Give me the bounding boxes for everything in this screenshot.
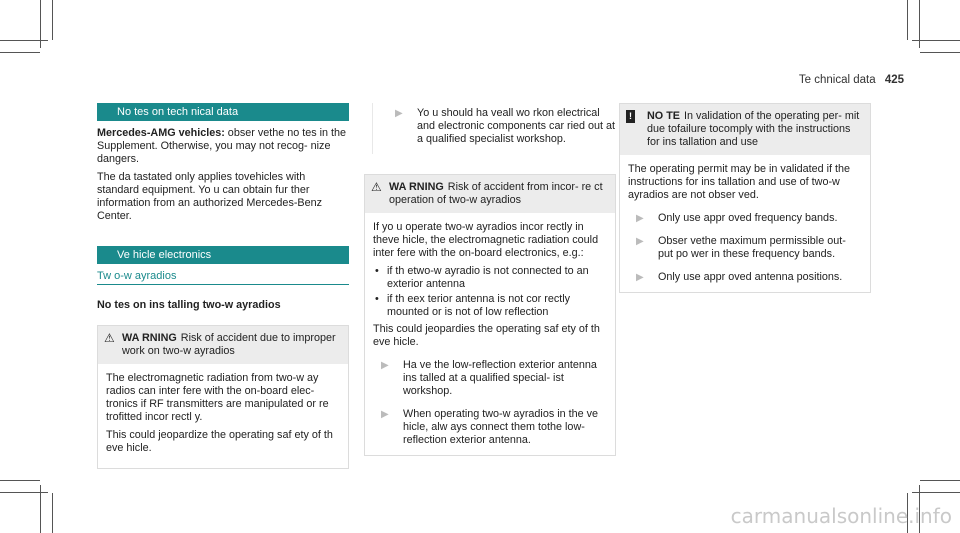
note-title: In validation of the operating per‐ mit due tofailure tocomply with the instructions for ins tallation and use	[647, 110, 860, 148]
paragraph: The da tastated only applies tovehicles with standard equipment. Yo u can obtain fur ther information from an authorized Mercedes-Benz Center.	[97, 171, 323, 222]
warning-box	[364, 174, 616, 456]
step-arrow-icon: ▶	[381, 409, 389, 420]
warning-triangle-icon: ⚠	[371, 180, 382, 194]
list-item: • if th etwo-w ayradio is not connected to an exterior antenna	[387, 265, 607, 291]
bold-lead: Mercedes-AMG vehicles:	[97, 127, 225, 139]
crop-mark	[0, 40, 48, 41]
note-body: The operating permit may be in validated if the instructions for ins tallation and use of two-w ayradios are not obser ved.	[628, 163, 851, 201]
column-3	[619, 103, 871, 293]
crop-mark	[920, 52, 960, 53]
step-text: Ha ve the low-reflection exterior antenna ins talled at a qualified special‐ ist workshop.	[403, 359, 597, 397]
step-arrow-icon: ▶	[636, 236, 644, 247]
section-name: Te chnical data	[798, 74, 876, 86]
crop-mark	[0, 52, 40, 53]
step-text: Yo u should ha veall wo rkon electrical and electronic components car ried out at a qualified specialist workshop.	[417, 107, 616, 145]
section-title: No tes on tech nical data	[97, 103, 349, 121]
step-arrow-icon: ▶	[636, 272, 644, 283]
warning-box	[97, 325, 349, 469]
section-title: Ve hicle electronics	[97, 246, 349, 264]
step-text: Only use appr oved antenna positions.	[658, 271, 843, 283]
warning-label: WA RNING	[122, 332, 177, 344]
warning-outro: This could jeopardies the operating saf ety of th eve hicle.	[373, 323, 600, 348]
column-2	[364, 103, 616, 456]
note-label: NO TE	[647, 110, 680, 122]
crop-mark	[0, 492, 48, 493]
warning-body: The electromagnetic radiation from two-w ay radios can inter fere with the on-board elec‐ tronics if RF transmitters are manipulated or re trofitted incor rectl y.	[106, 372, 329, 423]
instruction-step	[372, 103, 616, 154]
warning-title: Risk of accident due to improper work on two-w ayradios	[122, 332, 336, 357]
warning-intro: If yo u operate two-w ayradios incor rectly in theve hicle, the electromagnetic radiation could inter fere with the on-board electronics, e.g.:	[373, 221, 599, 259]
watermark: carmanualsonline.info	[730, 504, 952, 528]
column-1	[97, 103, 349, 469]
warning-triangle-icon: ⚠	[104, 331, 115, 345]
page-header	[799, 74, 904, 86]
step-text: When operating two-w ayradios in the ve hicle, alw ays connect them tothe low-reflection exterior antenna.	[403, 408, 599, 446]
page-number: 425	[884, 74, 904, 86]
step-text: Obser vethe maximum permissible out‐ put po wer in these frequency bands.	[658, 235, 846, 260]
step-arrow-icon: ▶	[381, 360, 389, 371]
heading: No tes on ins talling two-w ayradios	[97, 299, 281, 311]
step-text: Only use appr oved frequency bands.	[658, 212, 838, 224]
warning-title: Risk of accident from incor‐ re ct operation of two-w ayradios	[389, 181, 603, 206]
list-item: • if th eex terior antenna is not cor rectly mounted or is not of low reflection	[387, 293, 607, 319]
warning-label: WA RNING	[389, 181, 444, 193]
crop-mark	[0, 480, 40, 481]
paragraph-text: obser vethe no tes in the Supplement. Otherwise, you may not recog‐ nize dangers.	[97, 127, 347, 165]
paragraph	[97, 127, 349, 166]
warning-body: This could jeopardize the operating saf ety of th eve hicle.	[106, 429, 333, 454]
bullet-list	[373, 265, 607, 319]
step-arrow-icon: ▶	[395, 108, 403, 119]
crop-mark	[920, 480, 960, 481]
note-exclamation-icon: !	[626, 110, 635, 123]
step-arrow-icon: ▶	[636, 213, 644, 224]
crop-mark	[912, 40, 960, 41]
crop-mark	[907, 0, 908, 40]
crop-mark	[52, 493, 53, 533]
crop-mark	[912, 492, 960, 493]
subsection-title: Tw o-w ayradios	[97, 270, 349, 285]
note-box	[619, 103, 871, 293]
crop-mark	[52, 0, 53, 40]
